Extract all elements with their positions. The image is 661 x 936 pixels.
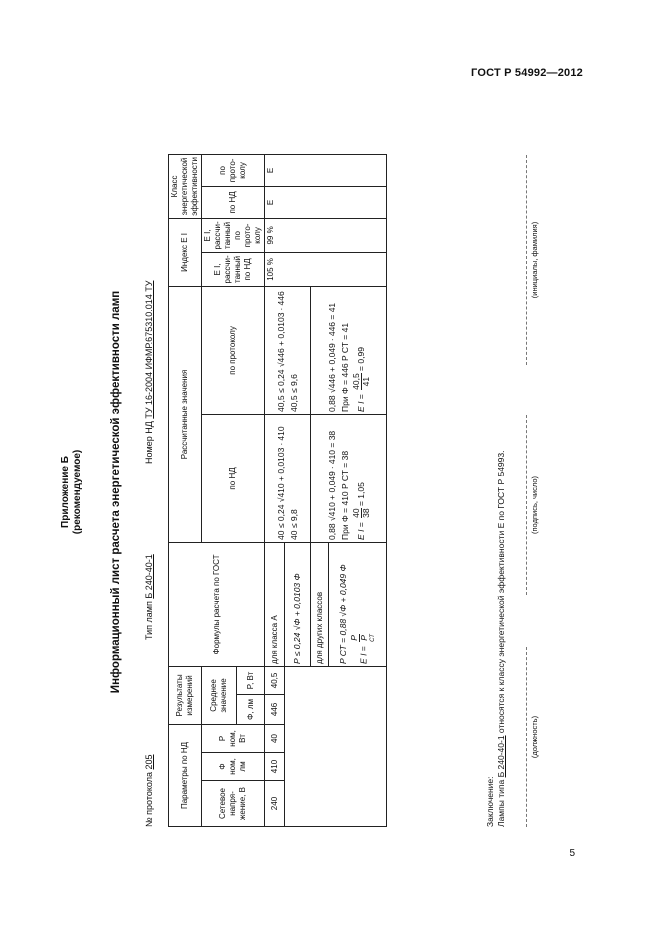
conclusion: [485, 451, 507, 827]
ei-frac-num: P: [349, 635, 359, 641]
rotated-page-content: [40, 124, 560, 860]
nd-label: Номер НД: [144, 421, 154, 464]
protocol-frac-num: 40,5: [351, 373, 361, 390]
header-eff-class: Класс энергетической эффективности: [169, 154, 202, 218]
header-results: Результаты измерений: [169, 666, 202, 724]
header-power-nom: P ном, Вт: [202, 724, 265, 752]
name-line: [526, 155, 527, 365]
conclusion-lamp-type: Б 240-40-1: [496, 735, 506, 778]
efficiency-table: [168, 154, 387, 827]
cell-protocol-class-a: [265, 286, 311, 414]
ei-frac-den: P СТ: [359, 634, 376, 642]
conclusion-label: Заключение:: [485, 776, 495, 827]
lamp-type: [144, 554, 154, 640]
cell-power-nom: 40: [265, 724, 285, 752]
cell-ei-nd: 105 %: [265, 252, 387, 286]
header-index: Индекс E I: [169, 218, 202, 286]
header-voltage: Сетевое напря-жение, В: [202, 781, 265, 827]
nd-frac-den: 38: [361, 508, 371, 518]
header-ei-nd: E I, рассчи-танный по НД: [202, 252, 265, 286]
appendix-title: Приложение Б: [60, 456, 71, 528]
cell-power: 40,5: [265, 666, 285, 694]
protocol-other-line2: При Φ = 446 P СТ = 41: [340, 322, 350, 412]
nd-ei-symbol: E I =: [355, 522, 366, 540]
cell-flux: 446: [265, 694, 285, 724]
cell-nd-class-a: [265, 414, 311, 542]
protocol-class-a-line2: 40,5 ≤ 9,6: [288, 374, 299, 412]
nd-frac-num: 40: [351, 508, 361, 518]
protocol-other-line1: 0,88 √446 + 0,049 ∙ 446 = 41: [327, 302, 337, 412]
conclusion-text: [496, 451, 507, 827]
signature-label: (подпись, число): [530, 476, 539, 534]
protocol-ei-result: = 0,99: [355, 347, 366, 371]
blank-measure-cell: [285, 666, 387, 826]
nd-class-a-line2: 40 ≤ 9,8: [288, 509, 299, 540]
header-class-protocol: по прото-колу: [202, 154, 265, 186]
ei-fraction: [350, 634, 378, 642]
protocol-label: № протокола: [144, 772, 154, 827]
protocol-class-a-line1: 40,5 ≤ 0,24 √446 + 0,0103 ∙ 446: [275, 291, 286, 412]
cell-other-formula: [329, 542, 387, 666]
name-label: (инициалы, фамилия): [530, 221, 539, 299]
nd-number: [144, 281, 154, 464]
protocol-ei-fraction: [352, 373, 371, 390]
cell-flux-nom: 410: [265, 753, 285, 781]
cell-ei-protocol: 99 %: [265, 218, 387, 252]
cell-other-classes-label: для других классов: [311, 542, 329, 666]
header-power: P, Вт: [237, 666, 265, 694]
cell-protocol-other: [311, 286, 387, 414]
nd-other-line1: 0,88 √410 + 0,049 ∙ 410 = 38: [327, 430, 337, 540]
nd-ei-fraction: [352, 508, 371, 517]
protocol-ei-line: [352, 289, 371, 412]
conclusion-prefix: Лампы типа: [496, 779, 506, 827]
cell-class-protocol: E: [265, 154, 387, 186]
nd-value: ТУ 16-2004 ИФМР.675310.014 ТУ: [144, 280, 154, 419]
header-class-nd: по НД: [202, 186, 265, 218]
other-formula-ei: [350, 545, 378, 664]
protocol-frac-den: 41: [361, 376, 371, 387]
protocol-ei-symbol: E I =: [355, 394, 366, 412]
cell-class-nd: E: [265, 186, 387, 218]
nd-class-a-line1: 40 ≤ 0,24 √410 + 0,0103 ∙ 410: [275, 426, 286, 540]
position-label: (должность): [530, 715, 539, 759]
conclusion-suffix: относятся к классу энергетической эффективности E по ГОСТ Р 54993.: [496, 450, 506, 734]
appendix-heading: [60, 124, 84, 860]
header-flux-nom: Φ ном, лм: [202, 753, 265, 781]
header-calc-values: Рассчитанные значения: [169, 286, 202, 542]
other-formula-pst: P СТ = 0,88 √Φ + 0,049 Φ: [338, 564, 348, 664]
header-avg: Среднее значение: [202, 666, 237, 724]
nd-other-line2: При Φ = 410 P СТ = 38: [340, 450, 350, 540]
nd-ei-result: = 1,05: [355, 482, 366, 507]
header-flux: Φ, лм: [237, 694, 265, 724]
header-formulas: Формулы расчета по ГОСТ: [169, 542, 265, 666]
header-ei-protocol: E I, рассчи-танный по прото-колу: [202, 218, 265, 252]
header-by-nd: по НД: [202, 414, 265, 542]
standard-number: ГОСТ Р 54992—2012: [471, 67, 583, 79]
sheet-title: Информационный лист расчета энергетической эффективности ламп: [110, 290, 122, 694]
nd-ei-line: [352, 417, 371, 540]
lamp-type-value: Б 240-40-1: [144, 554, 154, 599]
position-line: [526, 647, 527, 827]
header-by-protocol: по протоколу: [202, 286, 265, 414]
protocol-number: [144, 754, 154, 827]
lamp-type-label: Тип ламп: [144, 601, 154, 640]
ei-symbol: E I =: [358, 646, 369, 664]
cell-class-a-formula: P ≤ 0,24 √Φ + 0,0103 Φ: [285, 542, 311, 666]
page-number: 5: [569, 848, 575, 859]
cell-nd-other: [311, 414, 387, 542]
header-nd-params: Параметры по НД: [169, 724, 202, 826]
protocol-value: 205: [144, 754, 154, 770]
cell-class-a-label: для класса А: [265, 542, 285, 666]
appendix-note: (рекомендуемое): [72, 449, 83, 535]
signature-line: [526, 415, 527, 595]
cell-voltage: 240: [265, 781, 285, 827]
